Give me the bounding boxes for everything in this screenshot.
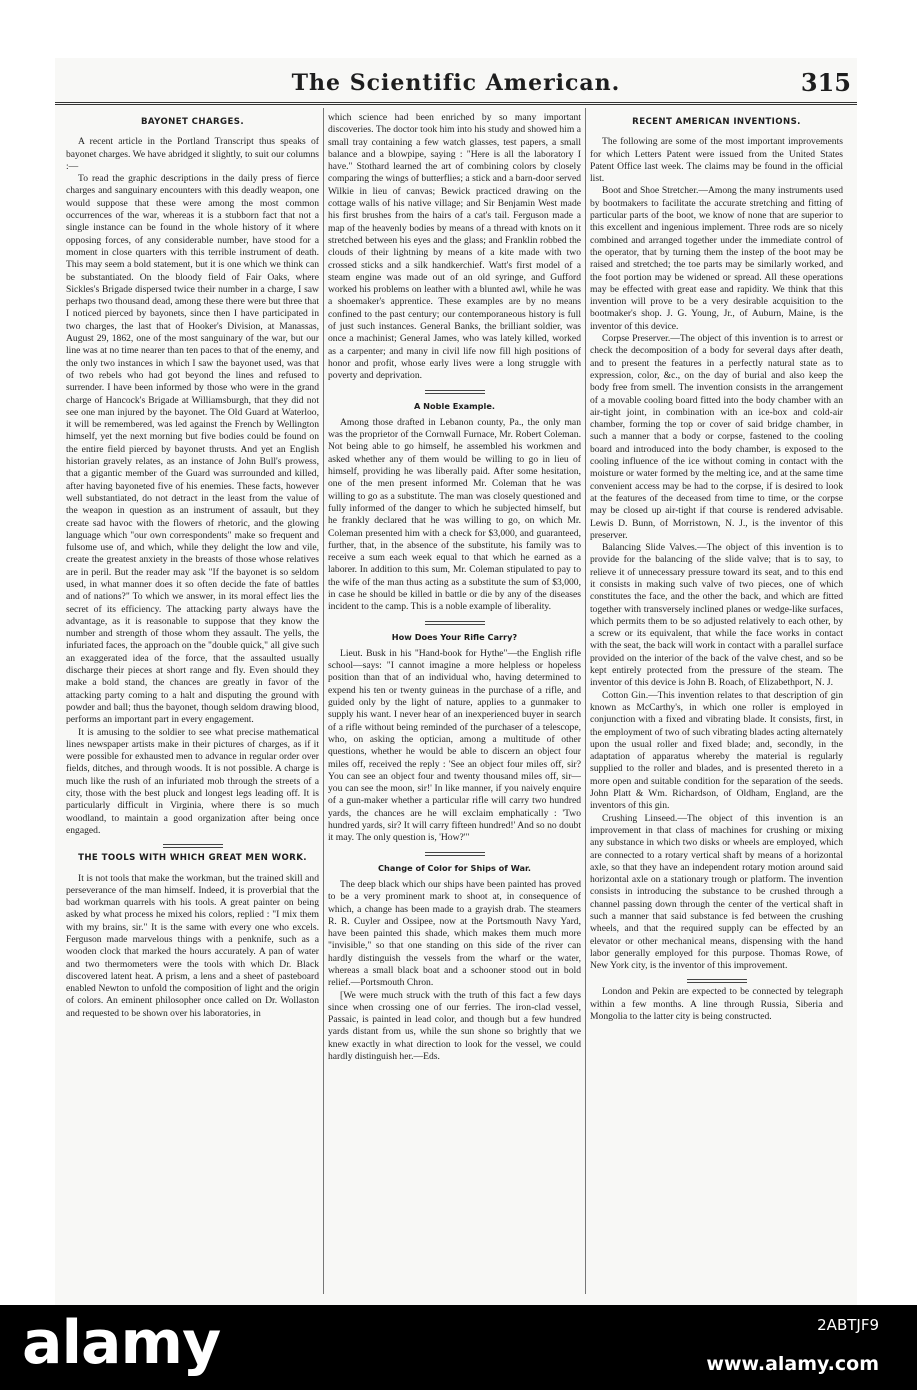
watermark-logo: alamy [22,1308,221,1378]
section-separator [163,844,223,848]
article-heading: Change of Color for Ships of War. [378,862,531,873]
article-paragraph: Cotton Gin.—This invention relates to that description of gin known as McCarthy's, in which one roller is employed in conjunction with a fixed and vibrating blade. It consists, first, in the employment of two of such vibrating blades acting alternately upon the usual roller and fixed blade; and, secondly, in the adaptation of apparatus whereby the material is regularly supplied to the roller and blades, and is presented thereto in a more open and suitable condition for the separation of the seeds. John Platt & Wm. Richardson, of Oldham, England, are the inventors of this gin. [590,689,843,812]
article-paragraph: Balancing Slide Valves.—The object of this invention is to provide for the balancing of the slide valve; that is to say, to relieve it of unnecessary pressure toward its seat, and to this end it consists in making such valve of two pieces, one of which constitutes the face, and the other the back, and which are fitted together with transversely inclined planes or wedge-like surfaces, which permits them to be so adjusted relatively to each other, by a screw or its equivalent, that while the face works in contact with the seat, the back will work in contact with a parallel surface provided on the interior of the back of the valve chest, and so be kept entirely protected from the pressure of the steam. The inventor of this device is John B. Roach, of Elizabethport, N. J. [590,542,843,689]
watermark-url: www.alamy.com [706,1353,879,1375]
section-separator [425,852,485,856]
article-paragraph: It is not tools that make the workman, but the trained skill and perseverance of the man himself. Indeed, it is proverbial that the bad workman quarrels with his tools. A great painter on being asked by what process he mixed his colors, replied : "I mix them with my brains, sir." It is the same with every one who excels. Ferguson made marvelous things with a penknife, such as a wooden clock that marked the hours accurately. A pan of water and two thermometers were the tools with which Dr. Black discovered latent heat. A prism, a lens and a sheet of pasteboard enabled Newton to unfold the composition of light and the origin of colors. An eminent philosopher once called on Dr. Wollaston and requested to be shown over his laboratories, in [66,872,319,1019]
watermark-image-id: 2ABTJF9 [817,1316,879,1334]
article-heading: How Does Your Rifle Carry? [391,631,518,642]
article-paragraph: The following are some of the most important improvements for which Letters Patent were issued from the United States Patent Office last week. The claims may be found in the official list. [590,136,843,185]
article-paragraph: Lieut. Busk in his "Hand-book for Hythe"—the English rifle school—says: "I cannot imagine a more helpless or hopeless position than that of an individual who, having determined to expend his ten or twenty guineas in the purchase of a rifle, and guided only by the light of nature, applies to a gunmaker to supply his want. I never hear of an inexperienced buyer in search of a rifle without being reminded of the purchaser of a telescope, who, on asking the optician, among a multitude of other questions, whether he would be able to discern an object four miles off, received the reply : 'See an object four miles off, sir? You can see an object four and twenty thousand miles off, sir—you can see the moon, sir!' In like manner, if you naively enquire of a gun-maker whether a particular rifle will carry two hundred yards, the chances are he will exclaim emphatically : 'Two hundred yards, sir? It will carry fifteen hundred!' And so no doubt it may. The only question is, 'How?'" [328,647,581,844]
article-paragraph: Corpse Preserver.—The object of this invention is to arrest or check the decomposition of a body for several days after death, and to present the features in a perfectly natural state as to expression, color, &c., on the day of burial and also keep the body free from smell. The invention consists in the arrangement of a movable cooling board fitted into the body chamber with an air-tight joint, in combination with an ice-box and cold-air chamber, forming the top or cover of said bridge chamber, in such a manner that a body or corpse, fastened to the cooling board and introduced into the body chamber, is exposed to the cooling influence of the ice without coming in contact with the moisture or water formed by the melting ice, and at the same time convenient access may be had to the corpse, if is desired to look at the features of the deceased from time to time, or the corpse may be closed up air-tight if that course is rendered advisable. Lewis D. Bunn, of Morristown, N. J., is the inventor of this preserver. [590,333,843,541]
article-heading: A Noble Example. [414,400,495,411]
masthead-title: The Scientific American. [291,70,621,96]
column-divider [585,108,586,1294]
column-divider [323,108,324,1294]
article-paragraph: A recent article in the Portland Transcript thus speaks of bayonet charges. We have abridged it slightly, to suit our columns :— [66,136,319,172]
article-heading: RECENT AMERICAN INVENTIONS. [632,117,801,127]
column-3 [590,112,843,1292]
section-separator [687,979,747,983]
article-paragraph: It is amusing to the soldier to see what precise mathematical lines newspaper artists make in their pictures of charges, as if it were possible for exhausted men to advance in regular order over fields, ditches, and through woods. It is not possible. A charge is much like the rush of an infuriated mob through the streets of a city, those with the best pluck and longest legs leading off. It is particularly difficult in Virginia, where there is so much woodland, to maintain a good organization after being once engaged. [66,726,319,836]
section-separator [425,621,485,625]
article-paragraph: The deep black which our ships have been painted has proved to be a very prominent mark to shoot at, in consequence of which, a change has been made to a grayish drab. The steamers R. R. Cuyler and Ossipee, now at the Portsmouth Navy Yard, have been painted this shade, which makes them much more "invisible," so that one standing on this side of the river can hardly distinguish the vessels from the wharf or the water, whereas a small black boat and a schooner stood out in bold relief.—Portsmouth Chron. [328,878,581,989]
masthead [55,68,857,105]
article-paragraph: [We were much struck with the truth of this fact a few days since when crossing one of our ferries. The iron-clad vessel, Passaic, is painted in lead color, and though but a few hundred yards distant from us, while the sun shone so brightly that we knew exactly in what direction to look for the vessel, we could hardly distinguish her.—Eds. [328,989,581,1063]
article-paragraph: London and Pekin are expected to be connected by telegraph within a few months. A line through Russia, Siberia and Mongolia to the latter city is being constructed. [590,986,843,1023]
column-1 [66,112,319,1292]
article-paragraph: Crushing Linseed.—The object of this invention is an improvement in that class of machines for crushing or mixing any substance in which two disks or wheels are employed, which are connected to a rotary vertical shaft by means of a horizontal axle, so that they have an independent rotary motion around said horizontal axle on a stationary trough or platform. The invention consists in introducing the substance to be crushed through a channel passing down through the center of the vertical shaft in such a manner that said substance is fed between the crushing wheels, and that the required supply can be effected by an elevator or other mechanical means, dispensing with the hand labor generally employed for this purpose. Thomas Rowe, of New York city, is the inventor of this improvement. [590,812,843,972]
article-paragraph: To read the graphic descriptions in the daily press of fierce charges and sanguinary encounters with this deadly weapon, one would suppose that these were among the most common occurrences of the war, whereas it is a stubborn fact that not a single instance can be found in the whole history of it where opposing forces, of any considerable number, have stood for a moment in close quarters with this terrible instrument of death. This may seem a bold statement, but it is one which we think can be substantiated. On the bloody field of Fair Oaks, where Sickles's Brigade dispersed twice their number in a charge, I saw perhaps two thousand dead, among these there were but three that I noticed pierced by bayonets, since then I have participated in two charges, the last that of Hooker's Division, at Manassas, August 29, 1862, one of the most sanguinary of the war, but our line was at no time nearer than ten paces to that of the enemy, and the only two instances in which I saw the bayonet used, was that of two rebels who had got beyond the lines and refused to surrender. I have been informed by those who were in the grand charge of Hancock's Brigade at Williamsburgh, that they did not see one man injured by the bayonet. The Old Guard at Waterloo, it will be remembered, was led against the French by Wellington himself, yet the next morning but five bodies could be found on the entire field pierced by bayonet thrusts. And yet an English historian gravely relates, as an instance of John Bull's prowess, that a gigantic member of the Guard was surrounded and killed, after having bayoneted five of his enemies. These facts, however well substantiated, do not detract in the least from the value of the weapon in question as an instrument of assault, but they create sad havoc with the flowers of rhetoric, and the glowing language which "our own correspondents" make so frequent and fulsome use of, and which, while they delight the low and vile, create the greatest anxiety in the breasts of those whose relatives are in peril. But the reader may ask "If the bayonet is so seldom used, in what manner does it so often decide the fate of battles and of nations?" To which we answer, in its moral effect lies the secret of its efficiency. The attacking party always have the advantage, as it is reasonable to suppose that they know the number and strength of those whom they assault. The yells, the infuriated faces, the approach on the "double quick," all give such an exaggerated idea of the force, that the assaulted usually discharge their pieces at short range and fly. Even should they make a bold stand, the chances are greatly in favor of the attacking party coming to a halt and disputing the ground with powder and ball; thus the bayonet, though seldom drawing blood, performs an important part in every engagement. [66,173,319,726]
article-paragraph: which science had been enriched by so many important discoveries. The doctor took him into his study and showed him a small tray containing a few watch glasses, test papers, a small balance and a blowpipe, saying : "Here is all the laboratory I have." Stothard learned the art of combining colors by closely comparing the wings of butterflies; a stick and a barn-door served Wilkie in lieu of canvas; Bewick practiced drawing on the cottage walls of his native village; and Sir Benjamin West made his first brushes from the hairs of a cat's tail. Ferguson made a map of the heavenly bodies by means of a thread with knots on it stretched between his eyes and the glass; and Franklin robbed the clouds of their lightning by means of a kite made with two crossed sticks and a silk handkerchief. Watt's first model of a steam engine was made out of an old syringe, and Gufford worked his problems on leather with a blunted awl, while he was a shoemaker's apprentice. These examples are by no means confined to the past century; our contemporaneous history is full of just such instances. General Banks, the brilliant soldier, was once a machinist; General James, who was lately killed, worked as a carpenter; and many in civil life now fill high positions of honor and profit, whose early lives were a long struggle with poverty and deprivation. [328,112,581,382]
section-separator [425,390,485,394]
newspaper-page [55,58,857,1305]
article-heading: BAYONET CHARGES. [140,117,245,127]
article-paragraph: Among those drafted in Lebanon county, Pa., the only man was the proprietor of the Cornwall Furnace, Mr. Robert Coleman. Not being able to go himself, he assembled his workmen and asked whether any of them would be willing to go in lieu of himself, providing he was liberally paid. After some hesitation, one of the men present informed Mr. Coleman that he was willing to go as a substitute. The man was closely questioned and fully informed of the danger to which he subjected himself, but he frankly declared that he was willing to go, on which Mr. Coleman presented him with a check for $3,000, and guaranteed, further, that, in the absence of the substitute, his family was to receive a sum each week equal to that which he earned as a laborer. In addition to this sum, Mr. Coleman stipulated to pay to the wife of the man thus acting as a substitute the sum of $3,000, in case he should be killed in battle or die by any of the diseases incident to the camp. This is a noble example of liberality. [328,416,581,613]
article-heading: THE TOOLS WITH WHICH GREAT MEN WORK. [78,853,307,864]
article-paragraph: Boot and Shoe Stretcher.—Among the many instruments used by bootmakers to facilitate the accurate stretching and fitting of particular parts of the boot, we know of none that are superior to this excellent and ingenious implement. Three rods are so nicely combined and arranged together under the immediate control of the operator, that by turning them the instep of the boot may be raised and stretched; the toe parts may be similarly worked, and the foot portion may be widened or spread. All these operations may be effected with great ease and rapidity. We think that this invention will prove to be a very desirable acquisition to the bootmaker's shop. J. G. Young, Jr., of Auburn, Maine, is the inventor of this device. [590,185,843,332]
page-number: 315 [800,68,851,97]
column-2 [328,112,581,1292]
